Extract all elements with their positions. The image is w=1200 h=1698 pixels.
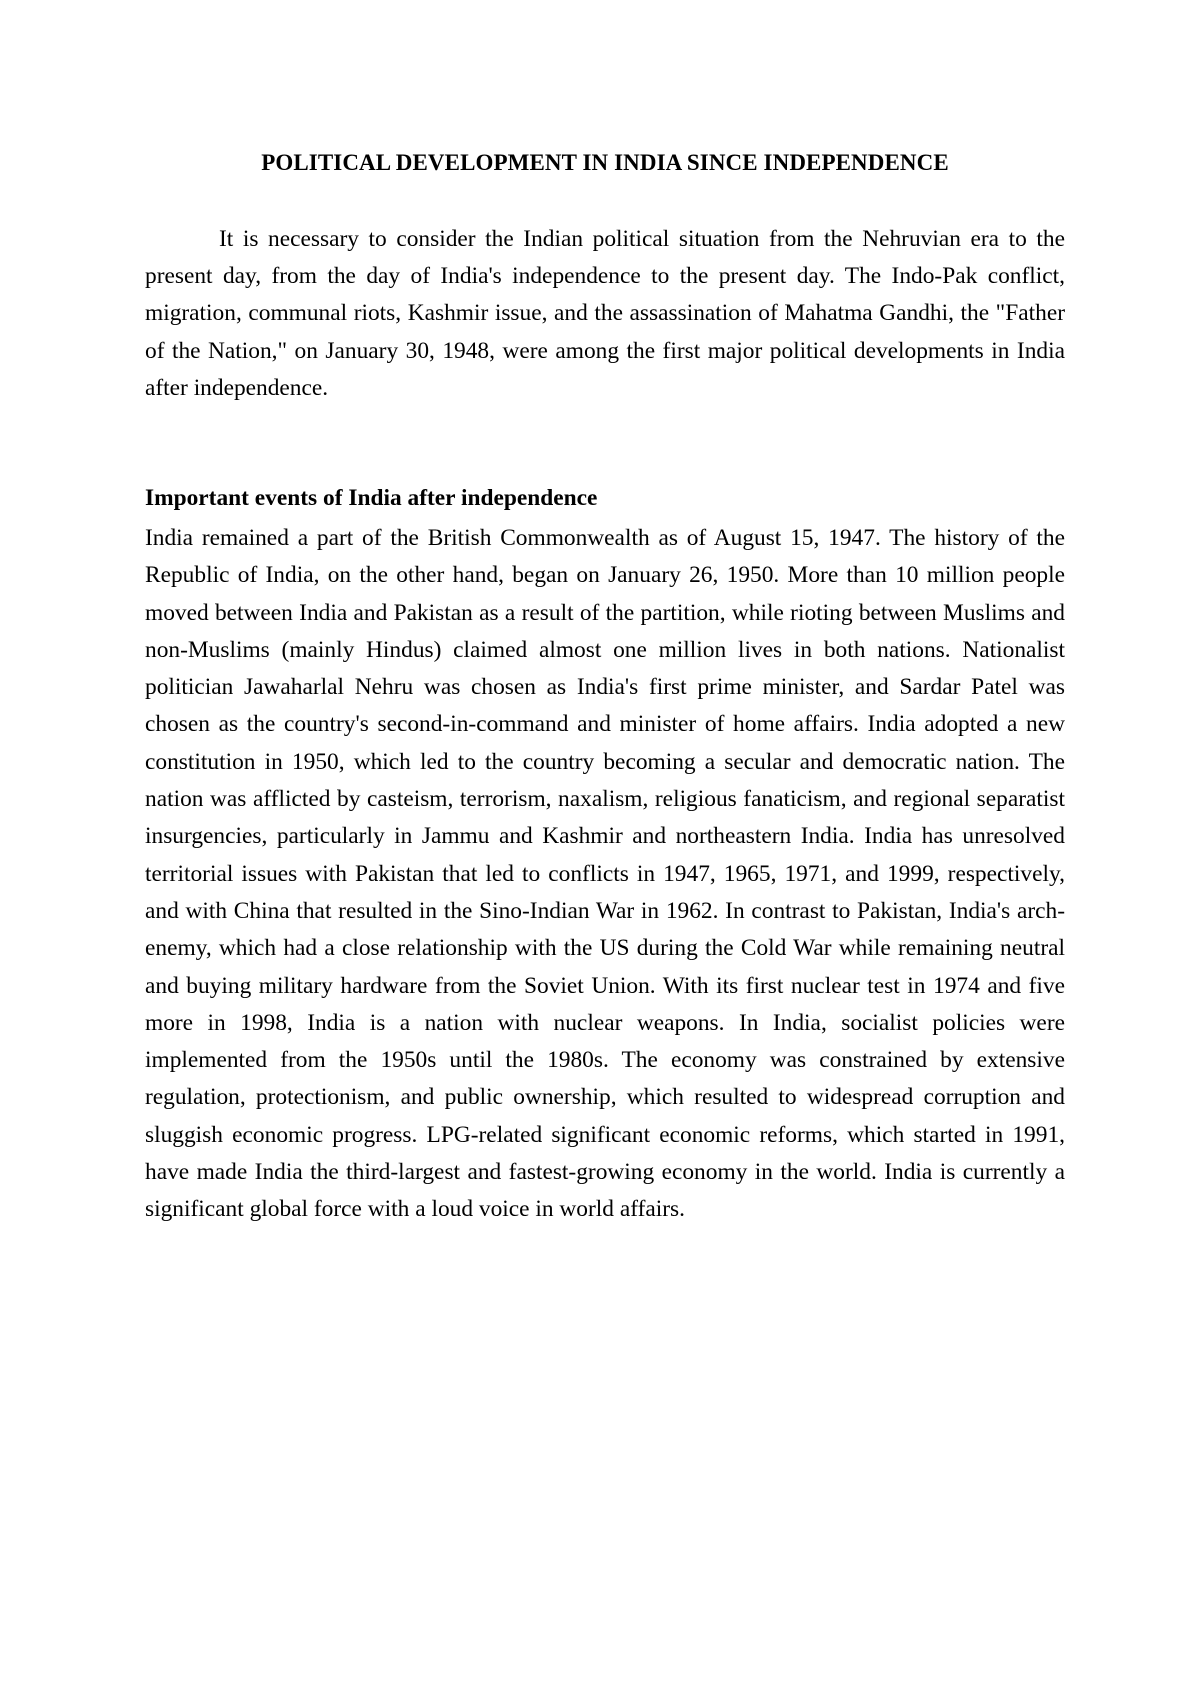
intro-paragraph: It is necessary to consider the Indian political situation from the Nehruvian era to the present day, from the day of India's independence to the present day. The Indo-Pak conflict, migration, communal riots, Kashmir issue, and the assassination of Mahatma Gandhi, the "Father of the Nation," on January 30, 1948, were among the first major political developments in India after independence. bbox=[145, 226, 1065, 401]
document-page bbox=[145, 0, 1065, 1698]
document-title: POLITICAL DEVELOPMENT IN INDIA SINCE INDEPENDENCE bbox=[261, 150, 949, 175]
section-paragraph: India remained a part of the British Commonwealth as of August 15, 1947. The history of the Republic of India, on the other hand, began on January 26, 1950. More than 10 million people moved between India and Pakistan as a result of the partition, while rioting between Muslims and non-Muslims (mainly Hindus) claimed almost one million lives in both nations. Nationalist politician Jawaharlal Nehru was chosen as India's first prime minister, and Sardar Patel was chosen as the country's second-in-command and minister of home affairs. India adopted a new constitution in 1950, which led to the country becoming a secular and democratic nation. The nation was afflicted by casteism, terrorism, naxalism, religious fanaticism, and regional separatist insurgencies, particularly in Jammu and Kashmir and northeastern India. India has unresolved territorial issues with Pakistan that led to conflicts in 1947, 1965, 1971, and 1999, respectively, and with China that resulted in the Sino-Indian War in 1962. In contrast to Pakistan, India's arch-enemy, which had a close relationship with the US during the Cold War while remaining neutral and buying military hardware from the Soviet Union. With its first nuclear test in 1974 and five more in 1998, India is a nation with nuclear weapons. In India, socialist policies were implemented from the 1950s until the 1980s. The economy was constrained by extensive regulation, protectionism, and public ownership, which resulted to widespread corruption and sluggish economic progress. LPG-related significant economic reforms, which started in 1991, have made India the third-largest and fastest-growing economy in the world. India is currently a significant global force with a loud voice in world affairs. bbox=[145, 525, 1065, 1223]
section-heading: Important events of India after independence bbox=[145, 485, 598, 511]
